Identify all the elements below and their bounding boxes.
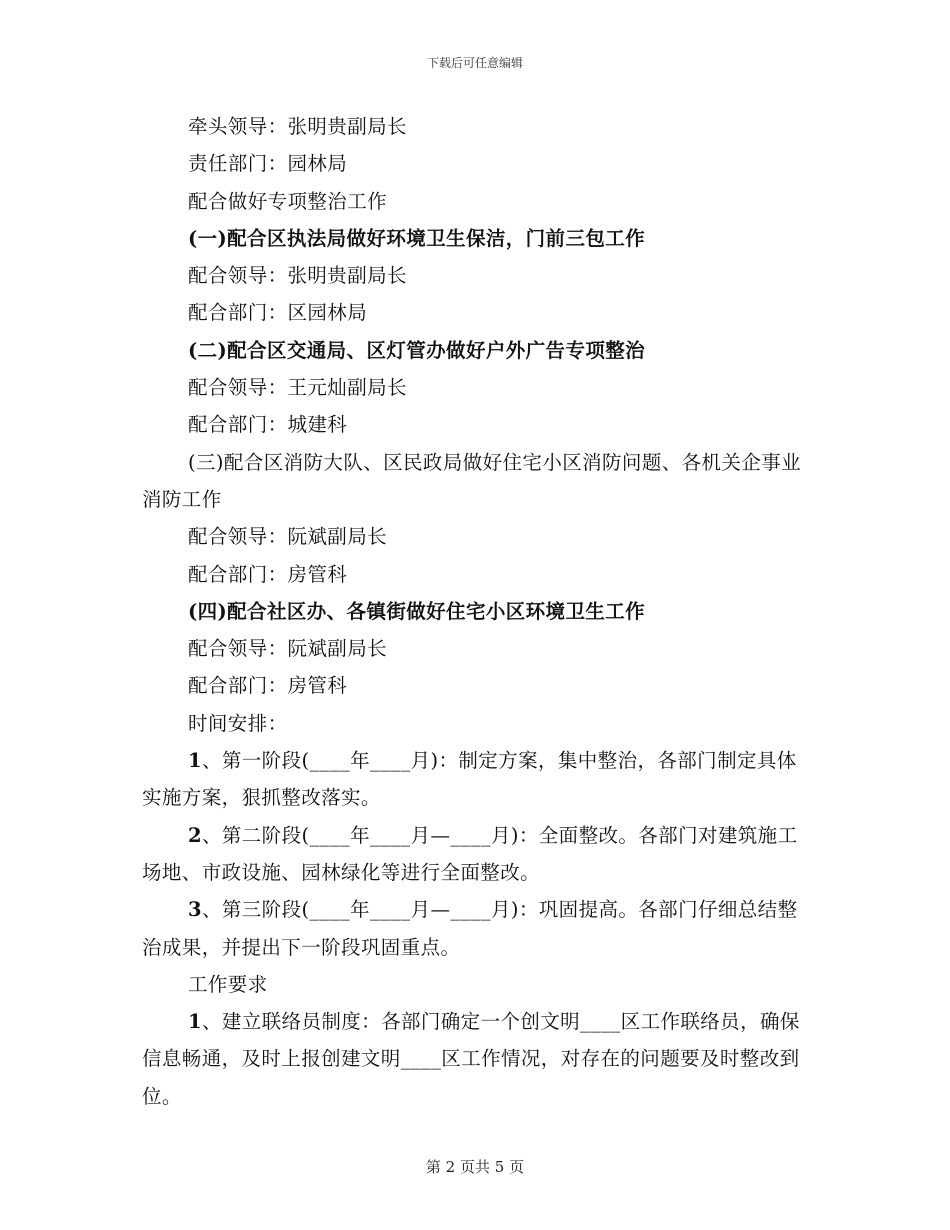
- schedule-phase-3: [142, 891, 808, 966]
- schedule-phase-1: [142, 742, 808, 817]
- item-3-dept: 配合部门：房管科: [188, 562, 348, 586]
- requirements-heading: 工作要求: [188, 972, 268, 996]
- requirement-1-number: 1: [188, 1010, 202, 1034]
- phase-1-text: 、第一阶段(____年____月)：制定方案，集中整治，各部门制定具体实施方案，狠抓整改落实。: [142, 749, 797, 810]
- document-body: [142, 108, 808, 1115]
- item-3-leader: 配合领导：阮斌副局长: [188, 525, 388, 549]
- page-header: 下载后可任意编辑: [426, 56, 523, 70]
- phase-1-number: 1: [188, 749, 202, 773]
- page-footer: 第 2 页共 5 页: [425, 1158, 525, 1176]
- phase-2-text: 、第二阶段(____年____月—____月)：全面整改。各部门对建筑施工场地、市政设施、园林绿化等进行全面整改。: [142, 823, 798, 884]
- requirement-1: [142, 1003, 808, 1115]
- item-1-leader: 配合领导：张明贵副局长: [188, 264, 407, 288]
- schedule-heading: 时间安排：: [188, 711, 288, 735]
- item-heading-1: (一)配合区执法局做好环境卫生保洁，门前三包工作: [188, 226, 646, 250]
- item-heading-3: (三)配合区消防大队、区民政局做好住宅小区消防问题、各机关企事业消防工作: [142, 450, 802, 511]
- section-heading: 配合做好专项整治工作: [188, 189, 388, 213]
- responsible-dept: 责任部门：园林局: [188, 152, 348, 176]
- phase-3-number: 3: [188, 898, 202, 922]
- item-1-dept: 配合部门：区园林局: [188, 301, 368, 325]
- requirement-1-text: 、建立联络员制度：各部门确定一个创文明____区工作联络员，确保信息畅通，及时上报创建文明____区工作情况，对存在的问题要及时整改到位。: [142, 1010, 800, 1108]
- item-2-dept: 配合部门：城建科: [188, 413, 348, 437]
- lead-leader: 牵头领导：张明贵副局长: [188, 115, 407, 138]
- phase-2-number: 2: [188, 823, 202, 847]
- schedule-phase-2: [142, 817, 808, 892]
- item-4-leader: 配合领导：阮斌副局长: [188, 637, 388, 661]
- item-heading-4: (四)配合社区办、各镇街做好住宅小区环境卫生工作: [188, 599, 646, 623]
- item-heading-2: (二)配合区交通局、区灯管办做好户外广告专项整治: [188, 338, 646, 362]
- item-4-dept: 配合部门：房管科: [188, 674, 348, 698]
- item-2-leader: 配合领导：王元灿副局长: [188, 376, 407, 400]
- phase-3-text: 、第三阶段(____年____月—____月)：巩固提高。各部门仔细总结整治成果，并提出下一阶段巩固重点。: [142, 898, 798, 959]
